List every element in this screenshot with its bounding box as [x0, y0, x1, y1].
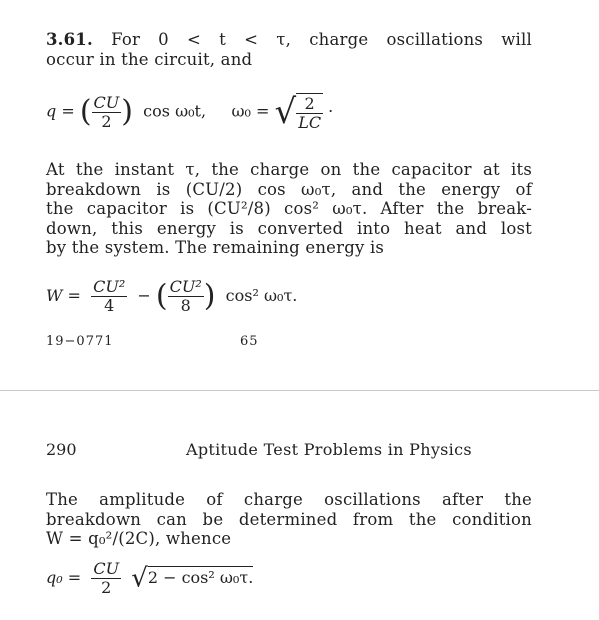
equation-energy: W = $\frac{\text{CU²}}{4}$ − ( $\frac{\text{CU²}}{8}$ ) cos² ω₀τ. — [46, 277, 298, 315]
para-line: the capacitor is (CU²/8) cos² ω₀τ. After the break- — [46, 199, 532, 218]
page-number-bottom: 290 — [46, 440, 77, 459]
problem-intro — [46, 30, 532, 69]
eq2-minus: − — [137, 286, 151, 305]
signature-code: 19−0771 — [46, 334, 114, 349]
eq2-numerator-2: CU² — [169, 277, 202, 296]
eq3-numerator: CU — [93, 559, 120, 578]
sqrt-icon: √ — [274, 92, 297, 132]
eq1-cos: cos ω₀t, — [143, 101, 207, 121]
eq3-lhs: q₀ = — [46, 568, 82, 587]
eq2-tail: cos² ω₀τ. — [225, 286, 298, 305]
eq2-lhs: W = — [46, 286, 81, 305]
running-title: Aptitude Test Problems in Physics — [186, 440, 472, 459]
equation-amplitude — [46, 560, 253, 597]
amplitude-paragraph — [46, 490, 532, 549]
para-line: The amplitude of charge oscillations after the — [46, 490, 532, 509]
eq2-fraction-2 — [168, 278, 204, 315]
eq2-denominator-1: 4 — [104, 296, 115, 315]
intro-line-2: occur in the circuit, and — [46, 49, 253, 69]
eq1-fraction — [92, 94, 122, 131]
sqrt-icon: √ — [131, 563, 148, 594]
intro-line-1-text: For 0 < t < τ, charge oscillations will — [111, 30, 532, 49]
para-line: W = q₀²/(2C), whence — [46, 529, 232, 548]
eq3-fraction — [91, 560, 121, 597]
eq1-end-dot: · — [328, 101, 334, 121]
lower-book-page — [0, 398, 599, 620]
page-divider — [0, 390, 599, 391]
intro-line-1 — [46, 30, 532, 50]
problem-number: 3.61. — [46, 30, 93, 49]
eq2-denominator-2: 8 — [180, 296, 191, 315]
eq1-denominator: 2 — [101, 111, 112, 131]
breakdown-paragraph — [46, 160, 532, 258]
eq2-fraction-1 — [91, 278, 127, 315]
eq3-sqrt-body: 2 − cos² ω₀τ. — [147, 568, 254, 587]
equation-charge: q = ( $\frac{CU}{2}$ ) cos ω₀t, ω₀ = √ $\frac{2}{LC}$ · — [46, 92, 334, 132]
eq2-numerator-1: CU² — [93, 277, 126, 296]
para-line: by the system. The remaining energy is — [46, 238, 385, 257]
eq3-denominator: 2 — [101, 578, 112, 597]
eq1-omega-lhs: ω₀ = — [231, 101, 270, 121]
eq1-numerator: CU — [93, 92, 120, 112]
eq1-lhs: q = — [46, 101, 75, 121]
para-line: At the instant τ, the charge on the capacitor at its — [46, 160, 532, 179]
para-line: breakdown can be determined from the condition — [46, 509, 532, 529]
para-line: breakdown is (CU/2) cos ω₀τ, and the energy of — [46, 179, 532, 199]
eq1-sqrt-fraction — [296, 93, 323, 132]
eq1-sqrt-numerator: 2 — [296, 95, 323, 114]
page-number-top: 65 — [240, 334, 259, 349]
eq1-sqrt-denominator: LC — [298, 112, 322, 132]
para-line: down, this energy is converted into heat and lost — [46, 218, 532, 238]
